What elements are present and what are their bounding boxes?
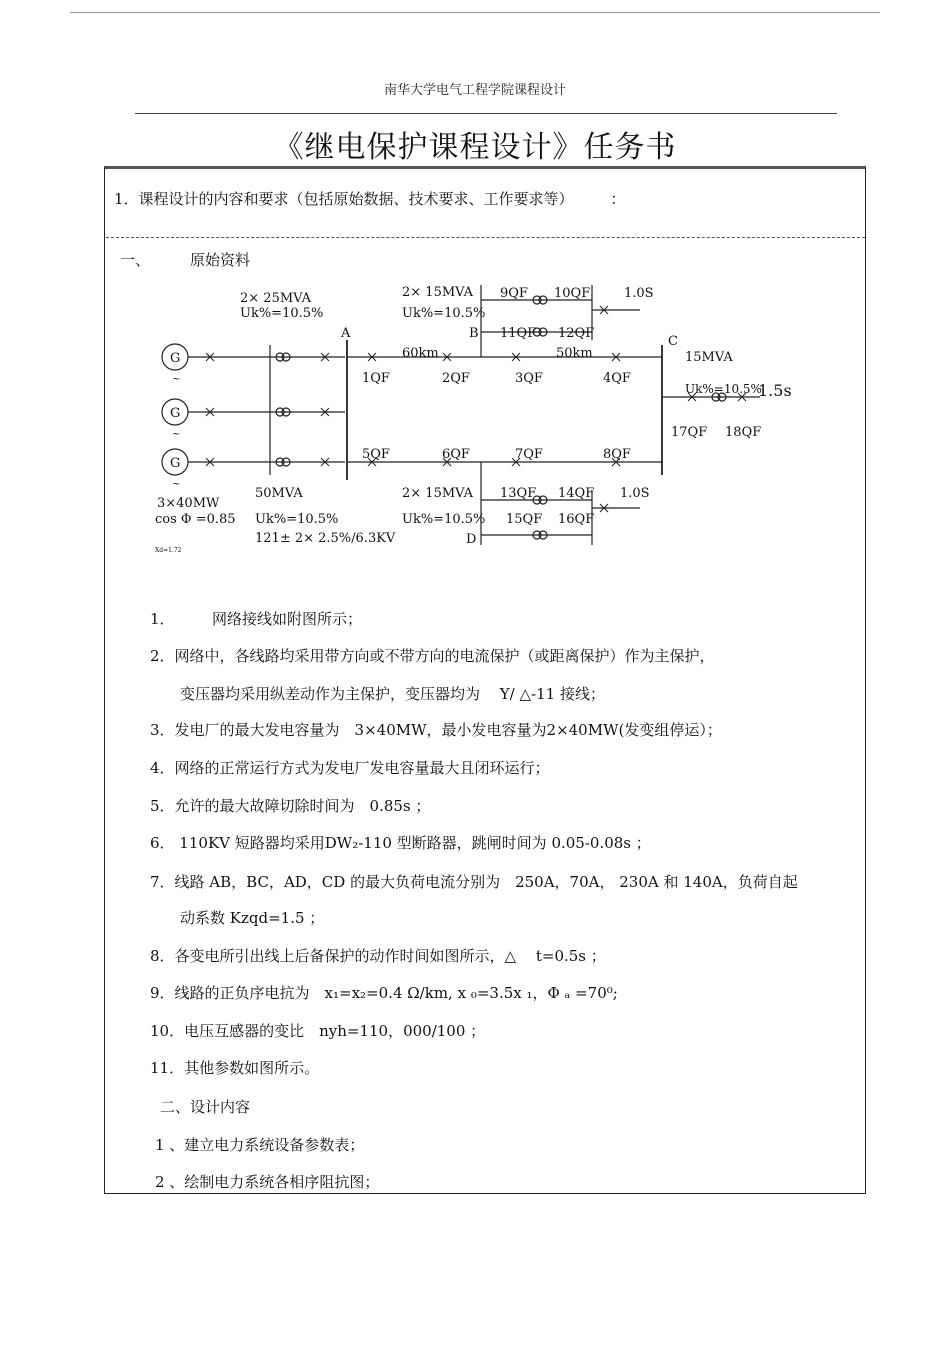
qf-5: 5QF [362, 447, 390, 462]
tb-rating: 2× 15MVA [402, 285, 474, 300]
tb-uk: Uk%=10.5% [402, 306, 486, 321]
bus-a: A [341, 326, 351, 341]
list-item: 动系数 Kzqd=1.5 ； [180, 909, 325, 927]
qf-10: 10QF [554, 286, 591, 301]
gen-tilde-2: ~ [172, 429, 181, 440]
qf-8: 8QF [603, 447, 631, 462]
len-bc: 50km [556, 346, 593, 361]
gen-rating: 3×40MW [157, 496, 220, 511]
qf-2: 2QF [442, 371, 470, 386]
qf-9: 9QF [500, 286, 528, 301]
time-c: 1.5s [758, 381, 792, 400]
qf-7: 7QF [515, 447, 543, 462]
time-d: 1.0S [620, 486, 650, 501]
len-ab: 60km [402, 346, 439, 361]
list-item: 变压器均采用纵差动作为主保护，变压器均为 Y/ △-11 接线； [180, 685, 605, 703]
t1-top-uk: Uk%=10.5% [240, 306, 324, 321]
tc-rating: 15MVA [685, 350, 733, 365]
gen-label-2: G [170, 406, 181, 421]
qf-6: 6QF [442, 447, 470, 462]
list-item: 9．线路的正负序电抗为 x₁=x₂=0.4 Ω/km, x ₀=3.5x ₁，Φ ₐ =70⁰; [150, 984, 618, 1002]
td-uk: Uk%=10.5% [402, 512, 486, 527]
list-item: 4．网络的正常运行方式为发电厂发电容量最大且闭环运行； [150, 759, 550, 777]
bus-b: B [469, 326, 479, 341]
t1-bot-ratio: 121± 2× 2.5%/6.3KV [255, 531, 396, 546]
list-item: 2．网络中，各线路均采用带方向或不带方向的电流保护（或距离保护）作为主保护， [150, 647, 715, 665]
section-heading: 1．课程设计的内容和要求（包括原始数据、技术要求、工作要求等） ： [114, 190, 626, 208]
qf-3: 3QF [515, 371, 543, 386]
list-item: 10．电压互感器的变比 nyh=110，000/100 ； [150, 1022, 486, 1040]
list-item: 8．各变电所引出线上后备保护的动作时间如图所示，△ t=0.5s ； [150, 947, 606, 965]
bus-c: C [668, 334, 678, 349]
t1-bot-rating: 50MVA [255, 486, 303, 501]
t1-bot-uk: Uk%=10.5% [255, 512, 339, 527]
qf-15: 15QF [506, 512, 543, 527]
qf-12: 12QF [558, 326, 595, 341]
part-number: 一、 [120, 251, 151, 269]
time-b: 1.0S [624, 286, 654, 301]
tc-uk: Uk%=10.5% [685, 382, 762, 396]
list-item: 1 、建立电力系统设备参数表； [155, 1136, 365, 1154]
part-title: 原始资料 [190, 251, 251, 269]
section-title: 二、设计内容 [160, 1098, 251, 1116]
gen-tilde-1: ~ [172, 374, 181, 385]
gen-label-1: G [170, 351, 181, 366]
list-item: 7．线路 AB，BC，AD，CD 的最大负荷电流分别为 250A，70A， 230A 和 140A，负荷自起 [150, 873, 798, 891]
list-item: 1． 网络接线如附图所示； [150, 610, 363, 628]
qf-11: 11QF [500, 326, 537, 341]
diagram-lines [162, 285, 760, 545]
list-item: 3．发电厂的最大发电容量为 3×40MW，最小发电容量为2×40MW(发变组停运）； [150, 721, 722, 739]
qf-4: 4QF [603, 371, 631, 386]
bus-d: D [466, 532, 477, 547]
qf-13: 13QF [500, 486, 537, 501]
list-item: 2 、绘制电力系统各相序阻抗图； [155, 1173, 380, 1191]
t1-top-rating: 2× 25MVA [240, 291, 312, 306]
list-item: 6． 110KV 短路器均采用DW₂-110 型断路器，跳闸时间为 0.05-0.08s ； [150, 834, 651, 852]
qf-16: 16QF [558, 512, 595, 527]
list-item: 5．允许的最大故障切除时间为 0.85s ； [150, 797, 431, 815]
qf-18: 18QF [725, 425, 762, 440]
network-diagram [0, 0, 950, 600]
gen-pf: cos Φ =0.85 [155, 512, 236, 527]
page-header: 南华大学电气工程学院课程设计 [383, 83, 566, 98]
qf-1: 1QF [362, 371, 390, 386]
gen-label-3: G [170, 456, 181, 471]
td-rating: 2× 15MVA [402, 486, 474, 501]
page-title: 《继电保护课程设计》任务书 [273, 130, 677, 165]
qf-17: 17QF [671, 425, 708, 440]
list-item: 11．其他参数如图所示。 [150, 1059, 320, 1077]
gen-xd: Xd=1.72 [155, 547, 182, 554]
gen-tilde-3: ~ [172, 479, 181, 490]
qf-14: 14QF [558, 486, 595, 501]
